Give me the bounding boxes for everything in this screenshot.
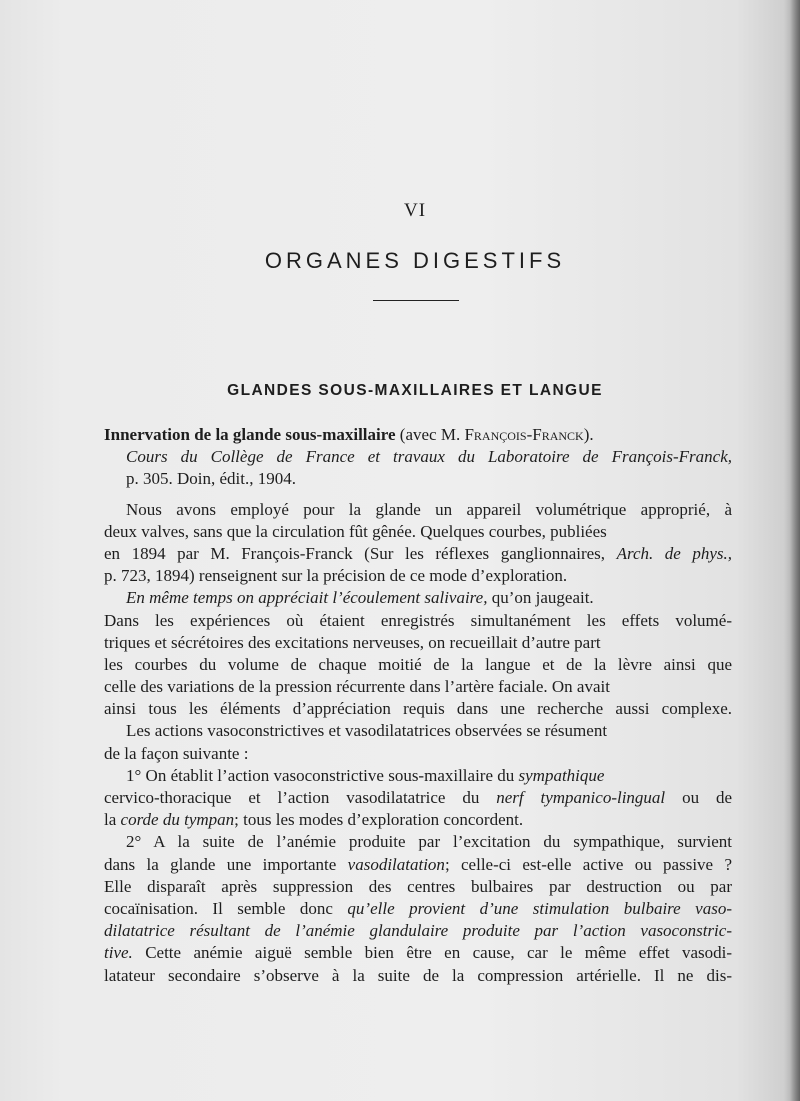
text-span-italic: vasodilatation <box>347 854 445 874</box>
body-text <box>104 424 732 987</box>
text-span-italic: sympathique <box>518 765 605 785</box>
text-span: Cette anémie aiguë semble bien être en cause, car le même effet vasodi- <box>145 943 732 963</box>
text-line <box>104 610 732 632</box>
text-line <box>104 676 732 698</box>
text-span: celle des variations de la pression récurrente dans l’artère faciale. On avait <box>104 677 610 697</box>
text-span: latateur secondaire s’observe à la suite de la compression artérielle. Il ne dis- <box>104 965 732 985</box>
text-line <box>104 787 732 809</box>
text-span-italic: Arch. de phys., <box>616 543 733 563</box>
text-span-italic: dilatatrice résultant de l’anémie glandulaire produite par l’action vasoconstric- <box>104 921 732 941</box>
text-span: triques et sécrétoires des excitations nerveuses, on recueillait d’autre part <box>104 632 601 652</box>
text-span-italic: qu’elle provient d’une stimulation bulbaire vaso- <box>347 898 733 918</box>
text-span: Dans les expériences où étaient enregistrés simultanément les effets volumé- <box>104 610 732 630</box>
text-span: ; tous les modes d’exploration concordent. <box>234 810 524 830</box>
text-span: cervico-thoracique et l’action vasodilatatrice du <box>104 788 480 807</box>
text-span: deux valves, sans que la circulation fût gênée. Quelques courbes, publiées <box>104 521 607 541</box>
text-line <box>104 809 732 831</box>
text-line <box>104 720 732 742</box>
text-line <box>104 920 732 942</box>
text-line <box>104 632 732 654</box>
text-line <box>104 854 732 876</box>
text-span-italic: corde du tympan <box>120 810 235 830</box>
page-edge-shadow <box>790 0 800 1101</box>
entry-author: François-Franck <box>464 425 584 444</box>
text-line <box>104 965 732 987</box>
text-span-italic: tive. <box>104 943 133 963</box>
entry-with: (avec M. <box>399 425 461 444</box>
text-line <box>104 942 732 964</box>
entry-source-line <box>104 446 732 468</box>
text-span: ; celle-ci est-elle active ou passive ? <box>444 854 732 874</box>
text-span: 2° A la suite de l’anémie produite par l’excitation du sympathique, survient <box>126 832 732 852</box>
entry-source-rest-line <box>104 468 732 490</box>
section-title: GLANDES SOUS-MAXILLAIRES ET LANGUE <box>227 382 603 399</box>
text-span-italic: En même temps on appréciait l’écoulement salivaire, <box>126 588 488 608</box>
text-line <box>104 521 732 543</box>
chapter-title: ORGANES DIGESTIFS <box>264 248 566 273</box>
entry-source-rest: p. 305. Doin, édit., 1904. <box>126 469 296 489</box>
text-span: p. 723, 1894) renseignent sur la précision de ce mode d’exploration. <box>104 566 568 586</box>
text-line <box>104 831 732 853</box>
text-line <box>104 698 732 720</box>
text-line <box>104 898 732 920</box>
text-span: Les actions vasoconstrictives et vasodilatatrices observées se résument <box>126 721 608 741</box>
text-line <box>104 876 732 898</box>
text-span: 1° On établit l’action vasoconstrictive sous-maxillaire du <box>126 765 515 785</box>
text-span: qu’on jaugeait. <box>491 588 594 608</box>
chapter-number: VI <box>403 200 427 221</box>
title-rule <box>373 300 459 301</box>
text-span: les courbes du volume de chaque moitié de la langue et de la lèvre ainsi que <box>104 654 732 674</box>
text-span: Nous avons employé pour la glande un appareil volumétrique approprié, à <box>126 499 732 519</box>
text-span: ou de <box>682 788 733 807</box>
text-span: cocaïnisation. Il semble donc <box>104 898 333 918</box>
text-span: en 1894 par M. François-Franck (Sur les réflexes ganglionnaires, <box>104 543 606 563</box>
text-span: de la façon suivante : <box>104 743 249 763</box>
text-span: ainsi tous les éléments d’appréciation requis dans une recherche aussi complexe. <box>104 699 732 719</box>
text-line <box>104 587 732 609</box>
text-span: dans la glande une importante <box>104 854 337 874</box>
entry-heading-line <box>104 424 732 446</box>
entry-with-close: ). <box>583 425 594 444</box>
entry-source-italic: Cours du Collège de France et travaux du Laboratoire de François-Franck, <box>126 447 732 467</box>
text-span-italic: nerf tympanico-lingual <box>496 788 666 807</box>
text-span: Elle disparaît après suppression des centres bulbaires par destruction ou par <box>104 876 732 896</box>
text-line <box>104 743 732 765</box>
text-line <box>104 499 732 521</box>
text-line <box>104 565 732 587</box>
text-line <box>104 765 732 787</box>
text-line <box>104 654 732 676</box>
entry-heading: Innervation de la glande sous-maxillaire <box>104 425 396 444</box>
text-span: la <box>104 810 117 830</box>
text-line <box>104 543 732 565</box>
